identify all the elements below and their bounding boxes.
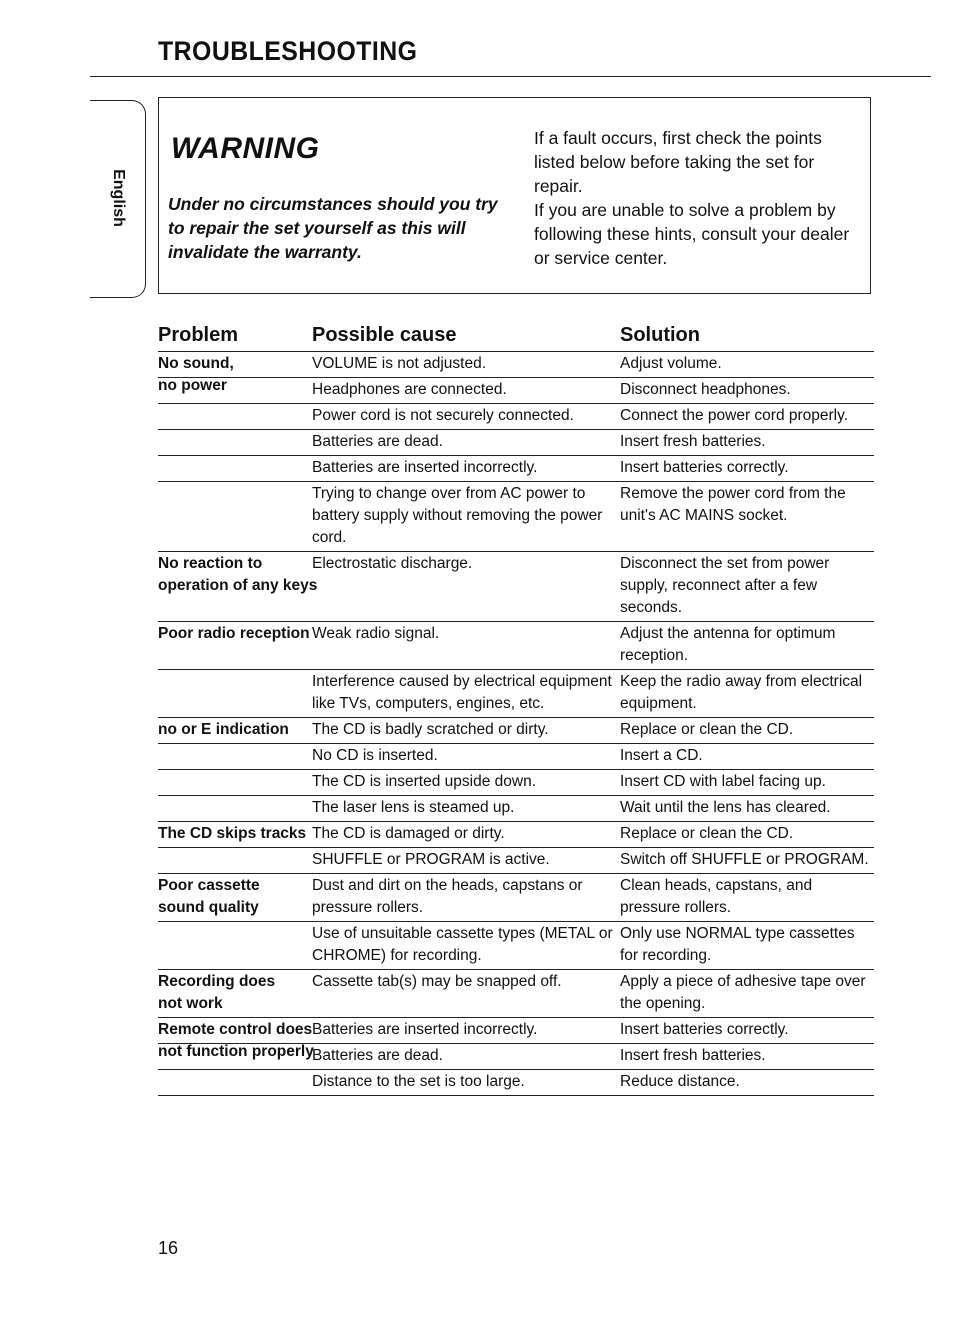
cause-cell: Cassette tab(s) may be snapped off. (312, 973, 562, 990)
table-row (158, 455, 874, 481)
table-row (158, 352, 874, 377)
cause-cell: The CD is damaged or dirty. (312, 825, 505, 842)
table-row (158, 769, 874, 795)
cause-cell: Electrostatic discharge. (312, 555, 473, 572)
solution-cell: Wait until the lens has cleared. (620, 799, 831, 816)
solution-cell: Replace or clean the CD. (620, 721, 794, 738)
cause-cell: Interference caused by electrical equipment like TVs, computers, engines, etc. (312, 673, 612, 712)
problem-label: The CD skips tracks (158, 825, 307, 842)
problem-label: Poor radio reception (158, 625, 310, 642)
solution-cell: Connect the power cord properly. (620, 407, 849, 424)
problem-label: No reaction to operation of any keys (158, 555, 318, 594)
table-body (158, 352, 874, 1096)
cause-cell: Dust and dirt on the heads, capstans or pressure rollers. (312, 877, 583, 916)
warning-heading: WARNING (171, 132, 320, 165)
table-row (158, 874, 874, 921)
table-row (158, 481, 874, 551)
solution-cell: Clean heads, capstans, and pressure rollers. (620, 877, 813, 916)
solution-cell: Insert batteries correctly. (620, 1021, 789, 1038)
troubleshooting-table (158, 322, 874, 1096)
solution-cell: Insert fresh batteries. (620, 433, 766, 450)
cause-cell: Batteries are inserted incorrectly. (312, 459, 538, 476)
table-row (158, 1069, 874, 1095)
info-paragraph-1: If a fault occurs, first check the points listed below before taking the set for repair. (534, 128, 822, 196)
info-paragraph-2: If you are unable to solve a problem by following these hints, consult your dealer or service center. (534, 200, 850, 268)
page-number: 16 (158, 1238, 179, 1258)
problem-label: Remote control does not function properly (158, 1021, 314, 1060)
cause-cell: Trying to change over from AC power to battery supply without removing the power cord. (312, 485, 603, 546)
solution-cell: Apply a piece of adhesive tape over the opening. (620, 973, 866, 1012)
cause-cell: Use of unsuitable cassette types (METAL or CHROME) for recording. (312, 925, 613, 964)
cause-cell: Weak radio signal. (312, 625, 440, 642)
table-row (158, 429, 874, 455)
solution-cell: Switch off SHUFFLE or PROGRAM. (620, 851, 869, 868)
table-row (158, 795, 874, 821)
table-row (158, 1043, 874, 1069)
problem-section (158, 552, 874, 622)
cause-cell: Batteries are inserted incorrectly. (312, 1021, 538, 1038)
solution-cell: Insert batteries correctly. (620, 459, 789, 476)
solution-cell: Insert fresh batteries. (620, 1047, 766, 1064)
cause-cell: Power cord is not securely connected. (312, 407, 574, 424)
table-row (158, 669, 874, 717)
table-row (158, 718, 874, 743)
warning-text: Under no circumstances should you try to repair the set yourself as this will invalidate the warranty. (168, 194, 498, 262)
problem-label: No sound, no power (158, 355, 234, 394)
solution-cell: Adjust volume. (620, 355, 722, 372)
cause-cell: The CD is inserted upside down. (312, 773, 537, 790)
solution-cell: Disconnect the set from power supply, reconnect after a few seconds. (620, 555, 830, 616)
problem-section (158, 874, 874, 970)
table-row (158, 377, 874, 403)
problem-section (158, 822, 874, 874)
problem-section (158, 1018, 874, 1096)
table-row (158, 552, 874, 621)
cause-cell: Headphones are connected. (312, 381, 507, 398)
cause-cell: The laser lens is steamed up. (312, 799, 515, 816)
problem-section (158, 352, 874, 552)
cause-cell: Batteries are dead. (312, 1047, 443, 1064)
page-title: TROUBLESHOOTING (158, 36, 418, 66)
language-tab-label: English (110, 169, 127, 227)
cause-cell: Batteries are dead. (312, 433, 443, 450)
problem-label: Poor cassette sound quality (158, 877, 260, 916)
solution-cell: Keep the radio away from electrical equipment. (620, 673, 863, 712)
table-row (158, 822, 874, 847)
problem-label: Recording does not work (158, 973, 276, 1012)
solution-cell: Insert a CD. (620, 747, 703, 764)
solution-cell: Reduce distance. (620, 1073, 740, 1090)
table-row (158, 921, 874, 969)
solution-cell: Adjust the antenna for optimum reception. (620, 625, 836, 664)
cause-cell: VOLUME is not adjusted. (312, 355, 487, 372)
cause-cell: Distance to the set is too large. (312, 1073, 525, 1090)
problem-section (158, 970, 874, 1018)
table-header (158, 322, 874, 352)
solution-cell: Replace or clean the CD. (620, 825, 794, 842)
solution-column-header: Solution (620, 324, 700, 346)
cause-cell: SHUFFLE or PROGRAM is active. (312, 851, 550, 868)
solution-cell: Only use NORMAL type cassettes for recording. (620, 925, 855, 964)
table-row (158, 970, 874, 1017)
cause-cell: No CD is inserted. (312, 747, 438, 764)
title-rule (90, 76, 931, 77)
problem-section (158, 622, 874, 718)
table-row (158, 622, 874, 669)
problem-label: no or E indication (158, 721, 289, 738)
warning-box (158, 97, 871, 294)
solution-cell: Remove the power cord from the unit's AC MAINS socket. (620, 485, 846, 524)
table-row (158, 403, 874, 429)
problem-section (158, 718, 874, 822)
table-row (158, 847, 874, 873)
cause-column-header: Possible cause (312, 324, 457, 346)
cause-cell: The CD is badly scratched or dirty. (312, 721, 549, 738)
solution-cell: Disconnect headphones. (620, 381, 791, 398)
solution-cell: Insert CD with label facing up. (620, 773, 826, 790)
table-row (158, 743, 874, 769)
table-row (158, 1018, 874, 1043)
problem-column-header: Problem (158, 324, 239, 346)
